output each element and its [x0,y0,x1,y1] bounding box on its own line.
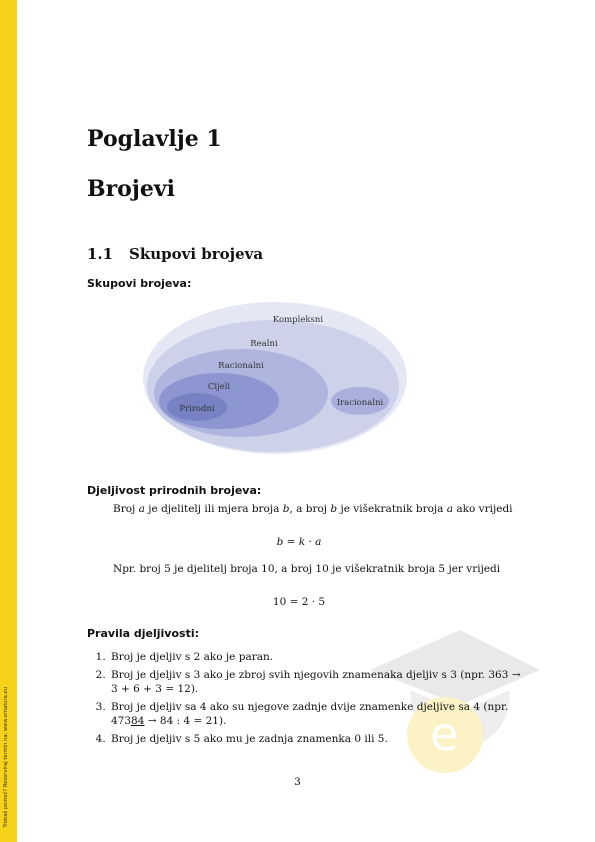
sidebar-promo-text: Trebaš pomoć? Rezerviraj termin na: www.ematura.eu [3,687,9,828]
divisibility-heading: Djeljivost prirodnih brojeva: [87,484,262,497]
label-complex: Kompleksni [272,315,324,325]
label-rational: Racionalni [218,361,264,371]
divisibility-definition: Broj a je djelitelj ili mjera broja b, a broj b je višekratnik broja a ako vrijedi [113,503,513,515]
section-number: 1.1 [87,245,114,263]
divisibility-formula: b = k · a [276,536,322,548]
page-number: 3 [294,776,301,788]
list-item: 1. Broj je djeljiv s 2 ako je paran. [109,650,539,664]
label-real: Realni [250,339,278,349]
brand-sidebar [0,0,17,842]
divisibility-rules-list [87,650,539,750]
divisibility-example: Npr. broj 5 je djelitelj broja 10, a broj 10 je višekratnik broja 5 jer vrijedi [113,563,501,575]
section-title: Skupovi brojeva [129,245,264,263]
section-heading [87,245,263,263]
example-formula: 10 = 2 · 5 [272,596,326,608]
chapter-label: Poglavlje 1 [87,126,222,152]
chapter-title: Brojevi [87,176,175,202]
label-irrational: Iracionalni [336,398,384,408]
rules-heading: Pravila djeljivosti: [87,627,199,640]
list-item: 2. Broj je djeljiv s 3 ako je zbroj svih njegovih znamenaka djeljiv s 3 (npr. 363 → 3 + 6 + 3 = 12). [109,668,539,696]
list-item: 3. Broj je djeljiv sa 4 ako su njegove zadnje dvije znamenke djeljive sa 4 (npr. 47384 → 84 : 4 = 21). [109,700,539,728]
label-natural: Prirodni [179,404,215,414]
label-integer: Cijeli [207,382,231,392]
sets-heading: Skupovi brojeva: [87,277,192,290]
number-sets-diagram [140,300,410,470]
svg-text:e: e [430,707,459,761]
list-item: 4. Broj je djeljiv s 5 ako mu je zadnja znamenka 0 ili 5. [109,732,539,746]
